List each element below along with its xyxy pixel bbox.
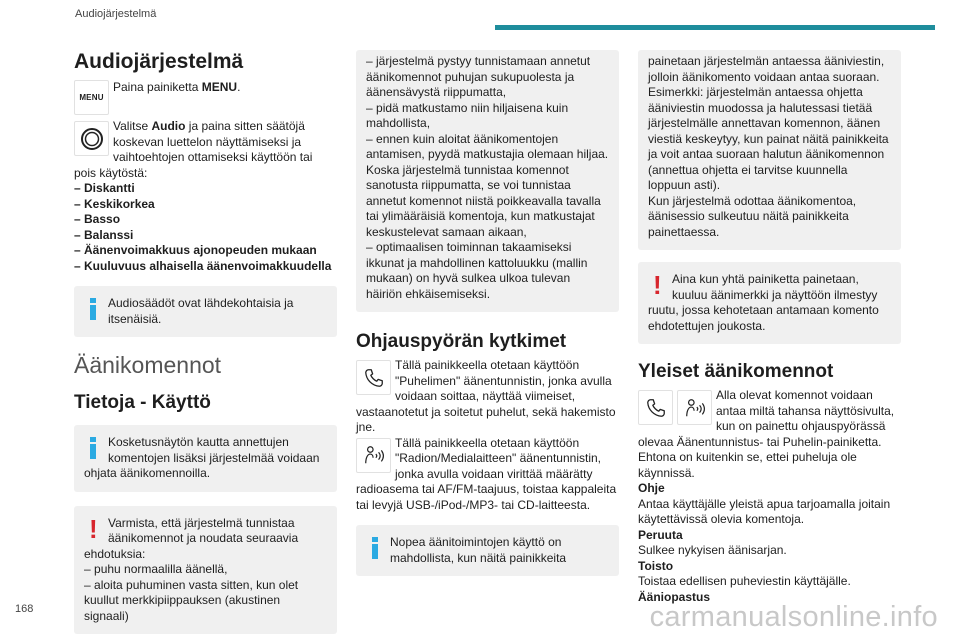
info-note: [74, 286, 337, 337]
info-note-text: Nopea äänitoimintojen käyttö on mahdollista, kun näitä painikkeita: [390, 535, 567, 565]
phone-button-description: Tällä painikkeella otetaan käyttöön "Puhelimen" äänentunnistin, jonka avulla voidaan soittaa, näyttää viimeiset, vastaanotetut ja soitetut puhelut, sekä hakemisto jne.: [356, 358, 616, 434]
rotary-knob-icon: [74, 121, 109, 156]
list-item: – Balanssi: [74, 227, 134, 242]
column-2: [356, 50, 619, 584]
command-description: Antaa käyttäjälle yleistä apua tarjoamalla joitain käytettävissä olevia komentoja.: [638, 496, 891, 526]
section-heading-audio: Audiojärjestelmä: [74, 50, 244, 73]
general-commands-intro: Alla olevat komennot voidaan antaa miltä tahansa näyttösivulta, kun on painettu ohjauspyörässä olevaa Äänentunnistus- tai Puhelin-painiketta. Ehtona on kuitenkin se, ettei puheluja ole käynnissä.: [638, 388, 895, 480]
info-icon: [84, 435, 104, 461]
list-item: – Basso: [74, 212, 121, 226]
warning-note: [74, 506, 337, 635]
list-item: – puhu normaalilla äänellä,: [84, 562, 228, 576]
command-name: Toisto: [638, 558, 674, 573]
info-note: [74, 425, 337, 492]
command-name: Ääniopastus: [638, 589, 711, 604]
menu-key: MENU: [201, 80, 238, 94]
phone-icon: [356, 360, 391, 395]
audio-key: Audio: [151, 119, 186, 133]
menu-instruction: [74, 80, 337, 117]
info-icon: [84, 296, 104, 322]
voice-button-description: Tällä painikkeella otetaan käyttöön "Radion/Medialaitteen" äänentunnistin, jonka avulla voidaan virittää määrätty radioasema tai AF/FM-taajuus, toistaa kappaleita tai levyjä USB-/iPod-/MP3- tai CD-laitteesta.: [356, 435, 617, 512]
watermark: carmanualsonline.info: [649, 601, 938, 633]
audio-settings-list: [74, 181, 337, 274]
warning-note-text: Aina kun yhtä painiketta painetaan, kuuluu äänimerkki ja näyttöön ilmestyy ruutu, jossa kehotetaan antamaan komento ehdotettujen joukosta.: [648, 272, 879, 333]
column-1: [74, 50, 337, 642]
press-post: .: [237, 80, 241, 94]
warning-note-continued: [356, 50, 619, 312]
list-item: – optimaalisen toiminnan takaamiseksi ikkunat ja mahdollinen kattoluukku (mallin mukaan) on hyvä sulkea ulkoa tulevan häiriön ehkäisemiseksi.: [366, 240, 588, 301]
list-item: – Äänenvoimakkuus ajonopeuden mukaan: [74, 243, 317, 257]
subheading-usage: Tietoja - Käyttö: [74, 392, 211, 413]
info-note-text: Kosketusnäytön kautta annettujen komentojen lisäksi järjestelmää voidaan ohjata äänikomennoilla.: [84, 435, 320, 480]
header-accent-bar: [495, 25, 935, 30]
list-item: – ennen kuin aloitat äänikomentojen antamisen, pyydä matkustajia olemaan hiljaa. Koska järjestelmä tunnistaa komennot sanotusta riippumatta, se voi tunnistaa annetut komennot niistä poikkeavalla tavalla tai ylimääräisiä komentoja, kun matkustajat keskustelevat samaan aikaan,: [366, 131, 609, 239]
list-item: – Kuuluvuus alhaisella äänenvoimakkuudella: [74, 258, 332, 273]
list-item: – aloita puhuminen vasta sitten, kun olet kuullut merkkipiippauksen (akustinen signaali): [84, 577, 299, 623]
menu-icon-label: MENU: [79, 92, 104, 102]
section-heading-steering-switches: Ohjauspyörän kytkimet: [356, 331, 567, 352]
command-description: Sulkee nykyisen äänisarjan.: [638, 543, 787, 557]
press-text: Paina painiketta: [113, 80, 202, 94]
section-heading-general-commands: Yleiset äänikomennot: [638, 361, 834, 382]
command-description: Toistaa edellisen puheviestin käyttäjälle.: [638, 574, 851, 588]
info-icon: [366, 535, 386, 561]
list-item: – järjestelmä pystyy tunnistamaan annetut äänikomennot puhujan sukupuolesta ja äänensävystä riippumatta,: [366, 54, 591, 99]
select-pre: Valitse: [113, 119, 152, 133]
info-note: [356, 525, 619, 576]
menu-button-icon: [74, 80, 109, 115]
command-item: [638, 528, 901, 559]
command-item: [638, 559, 901, 590]
column-3: [638, 50, 901, 605]
phone-icon: [638, 390, 673, 425]
voice-command-icon: [677, 390, 712, 425]
command-item: [638, 481, 901, 528]
page-number: 168: [15, 603, 34, 615]
list-item: – Keskikorkea: [74, 196, 155, 211]
warning-note: [638, 262, 901, 344]
list-item: – Diskantti: [74, 181, 135, 195]
warning-icon: !: [653, 270, 662, 300]
select-instruction: [74, 119, 337, 181]
warning-icon: !: [89, 513, 98, 544]
warning-intro: Varmista, että järjestelmä tunnistaa äänikomennot ja noudata seuraavia ehdotuksia:: [84, 515, 299, 561]
command-name: Peruuta: [638, 527, 683, 542]
running-header: Audiojärjestelmä: [75, 8, 157, 20]
info-note-text: Audiosäädöt ovat lähdekohtaisia ja itsenäisiä.: [108, 296, 294, 326]
info-note-text: painetaan järjestelmän antaessa ääniviestin, jolloin äänikomento voidaan antaa suoraan. Esimerkki: järjestelmän antaessa ohjetta ääniviestin muodossa ja halutessasi tietää järjestelmälle annettavan komennon, äänen viestiä keskeytyy, kun painat näitä painikkeita ja voit antaa suoraan halutun äänikomennon (annettua ohjetta ei tarvitse kuunnella loppuun asti). Kun järjestelmä odottaa äänikomentoa, äänisessio sulkeutuu näitä painikkeita painettaessa.: [648, 54, 889, 239]
select-post: ja paina sitten säätöjä koskevan luettelon näyttämiseksi ja vaihtoehtojen ottamiseksi käyttöön tai pois käytöstä:: [74, 119, 313, 180]
command-name: Ohje: [638, 481, 665, 495]
list-item: – pidä matkustamo niin hiljaisena kuin mahdollista,: [366, 100, 569, 130]
section-heading-voice: Äänikomennot: [74, 352, 222, 378]
info-note-continued: [638, 50, 901, 250]
voice-command-icon: [356, 438, 391, 473]
